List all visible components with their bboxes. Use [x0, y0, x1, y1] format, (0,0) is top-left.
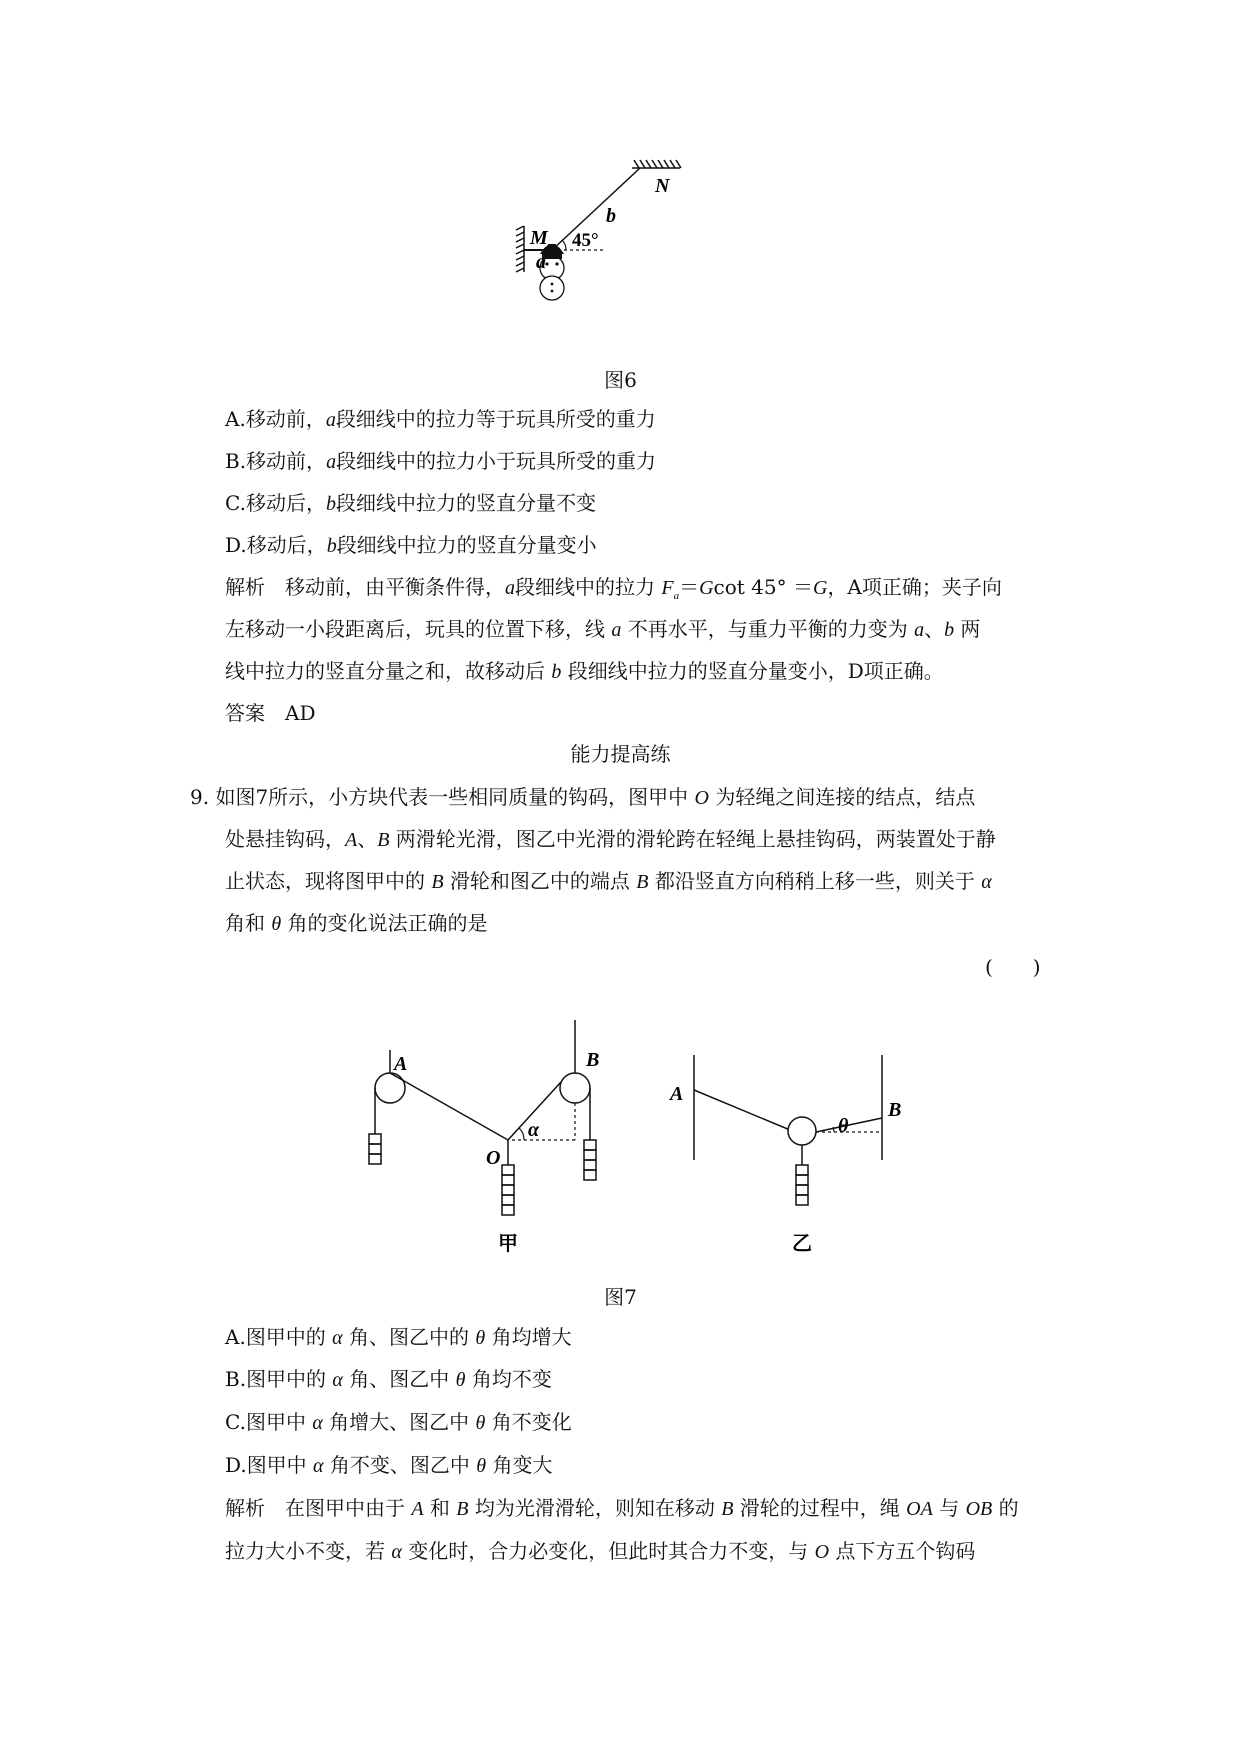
q8-answer: 答案 AD [225, 701, 316, 725]
rope-AO [390, 1073, 508, 1140]
yi-label-A: A [670, 1083, 684, 1105]
q9-line-1: 9. 如图7所示，小方块代表一些相同质量的钩码，图甲中 O 为轻绳之间连接的结点，结点 [190, 785, 976, 809]
wall-hatch [516, 226, 524, 272]
rope-yi-left [694, 1090, 802, 1135]
figure-jia [369, 1020, 596, 1215]
figure-7-caption: 图7 [604, 1285, 637, 1309]
jia-caption: 甲 [498, 1233, 518, 1255]
jia-label-A: A [394, 1053, 408, 1075]
label-N: N [655, 175, 670, 197]
figure-6-caption: 图6 [604, 368, 637, 392]
q8-option-c: C.移动后，b段细线中拉力的竖直分量不变 [225, 491, 596, 515]
section-title: 能力提高练 [570, 742, 671, 766]
yi-caption: 乙 [792, 1233, 812, 1255]
q9-option-a: A.图甲中的 α 角、图乙中的 θ 角均增大 [225, 1325, 572, 1349]
q8-analysis-line-3: 线中拉力的竖直分量之和，故移动后 b 段细线中拉力的竖直分量变小，D项正确。 [225, 659, 944, 683]
q9-option-b: B.图甲中的 α 角、图乙中 θ 角均不变 [225, 1367, 552, 1391]
q9-option-c: C.图甲中 α 角增大、图乙中 θ 角不变化 [225, 1410, 572, 1434]
label-M: M [530, 227, 548, 249]
angle-arc [562, 240, 566, 250]
q9-option-d: D.图甲中 α 角不变、图乙中 θ 角变大 [225, 1453, 553, 1477]
jia-label-O: O [486, 1147, 501, 1169]
pulley-yi [788, 1117, 816, 1145]
pulley-A [375, 1073, 405, 1103]
q8-option-b: B.移动前，a段细线中的拉力小于玩具所受的重力 [225, 449, 657, 473]
ceiling-hatch [632, 160, 681, 168]
q9-answer-parentheses: ( ) [985, 955, 1041, 979]
yi-label-B: B [888, 1099, 902, 1121]
figure-yi [694, 1055, 882, 1205]
label-a: a [536, 251, 546, 273]
q9-analysis-line-2: 拉力大小不变，若 α 变化时，合力必变化，但此时其合力不变，与 O 点下方五个钩码 [225, 1539, 976, 1563]
q9-analysis-line-1: 解析 在图甲中由于 A 和 B 均为光滑滑轮，则知在移动 B 滑轮的过程中，绳 OA 与 OB 的 [225, 1496, 1019, 1520]
yi-label-theta: θ [838, 1115, 849, 1137]
q9-line-4: 角和 θ 角的变化说法正确的是 [225, 911, 488, 935]
label-angle: 45° [572, 230, 599, 251]
q8-option-a: A.移动前，a段细线中的拉力等于玩具所受的重力 [225, 407, 656, 431]
q8-analysis-line-1: 解析 移动前，由平衡条件得，a段细线中的拉力 $F_a=Gcot$ 45° ＝G，A项正确；夹子向 [225, 575, 1002, 602]
jia-label-B: B [586, 1049, 600, 1071]
jia-label-alpha: α [528, 1119, 540, 1141]
figure-6-diagram [500, 150, 800, 340]
rope-yi-right [816, 1118, 882, 1132]
figure-7-diagram [360, 1010, 920, 1260]
q8-option-d: D.移动后，b段细线中拉力的竖直分量变小 [225, 533, 597, 557]
pulley-B [560, 1073, 590, 1103]
q9-line-3: 止状态，现将图甲中的 B 滑轮和图乙中的端点 B 都沿竖直方向稍稍上移一些，则关于 α [225, 869, 992, 893]
q8-analysis-line-2: 左移动一小段距离后，玩具的位置下移，线 a 不再水平，与重力平衡的力变为 a、b 两 [225, 617, 981, 641]
label-b: b [606, 205, 616, 227]
q9-line-2: 处悬挂钩码，A、B 两滑轮光滑，图乙中光滑的滑轮跨在轻绳上悬挂钩码，两装置处于静 [225, 827, 996, 851]
